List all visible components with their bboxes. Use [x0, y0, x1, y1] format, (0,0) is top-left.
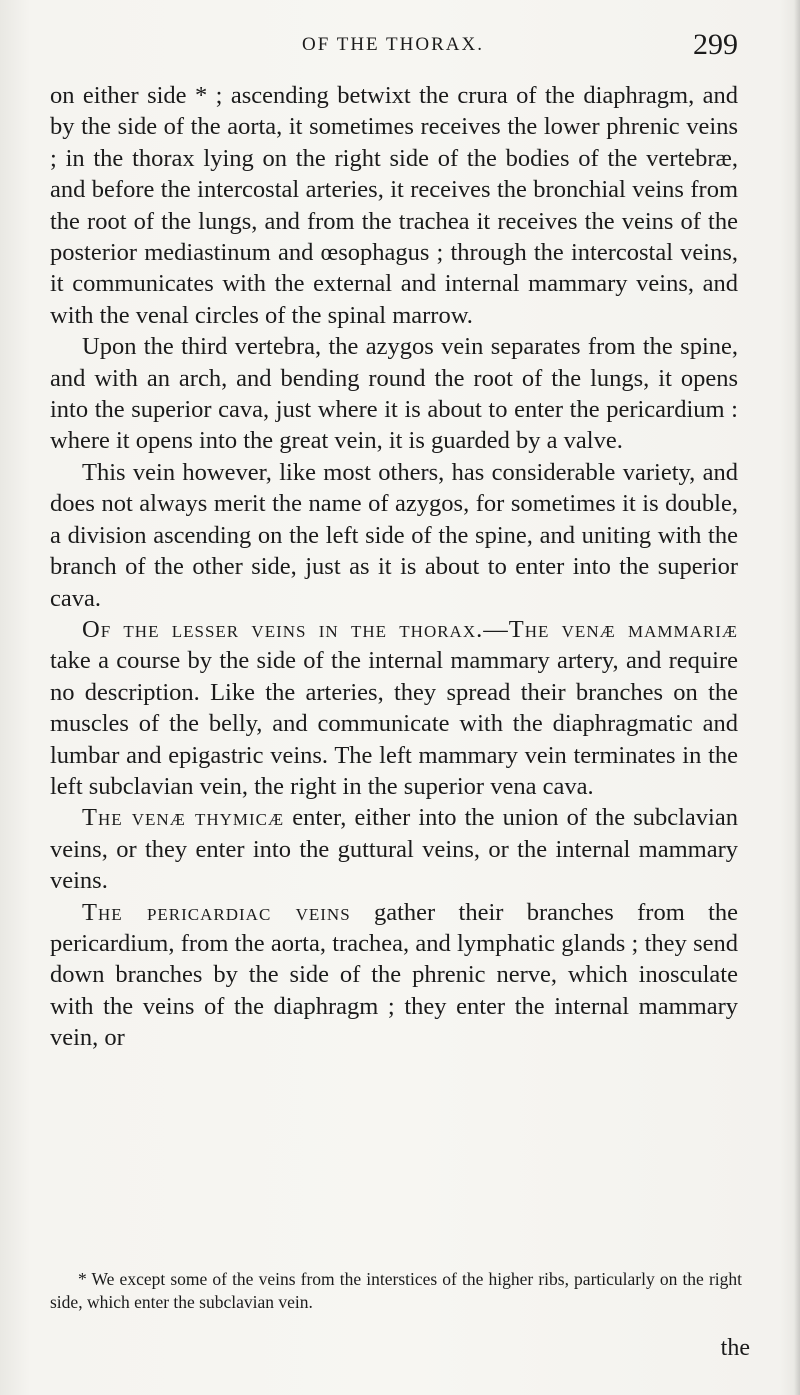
paragraph-pericardiac-veins — [50, 897, 738, 1054]
paragraph-lesser-veins — [50, 614, 738, 802]
term-venae-mammariae: —The venæ mammariæ — [483, 615, 738, 643]
paragraph-thymic-veins-text: enter, either into the union of the subclavian veins, or they enter into the guttural veins, or the internal mammary veins. — [50, 804, 738, 895]
paragraph-lesser-veins-text: take a course by the side of the internal mammary artery, and require no description. Like the arteries, they spread their branches on the muscles of the belly, and communicate with the diaphragmatic and lumbar and epigastric veins. The left mammary vein terminates in the left subclavian vein, the right in the superior vena cava. — [50, 647, 738, 800]
footnote — [50, 1268, 742, 1314]
paragraph-azygos-arch: Upon the third vertebra, the azygos vein separates from the spine, and with an arch, and bending round the root of the lungs, it opens into the superior cava, just where it is about to enter the pericardium : where it opens into the great vein, it is guarded by a valve. — [50, 333, 738, 455]
paragraph-thymic-veins — [50, 802, 738, 896]
paragraph-azygos-variety: This vein however, like most others, has considerable variety, and does not always merit the name of azygos, for sometimes it is double, a division ascending on the left side of the spine, and uniting with the branch of the other side, just as it is about to enter into the superior cava. — [50, 458, 738, 612]
section-heading-lesser-veins: Of the lesser veins in the thorax. — [82, 615, 484, 643]
page-edge-shadow — [794, 0, 800, 1395]
body-text — [50, 80, 738, 1054]
page-header — [48, 28, 738, 68]
paragraph-azygos-course: on either side * ; ascending betwixt the crura of the diaphragm, and by the side of the aorta, it sometimes receives the lower phrenic veins ; in the thorax lying on the right side of the bodies of the vertebræ, and before the intercostal arteries, it receives the bronchial veins from the root of the lungs, and from the trachea it receives the veins of the posterior mediastinum and œsophagus ; through the intercostal veins, it communicates with the external and internal mammary veins, and with the venal circles of the spinal marrow. — [50, 82, 738, 329]
term-pericardiac-veins: The pericardiac veins — [82, 898, 351, 926]
paragraph-pericardiac-veins-text: gather their branches from the pericardium, from the aorta, trachea, and lymphatic glands ; they send down branches by the side of the phrenic nerve, which inosculate with the veins of the diaphragm ; they enter the internal mammary vein, or — [50, 898, 739, 1052]
catchword: the — [720, 1335, 750, 1361]
term-venae-thymicae: The venæ thymicæ — [82, 804, 285, 832]
footnote-text: * We except some of the veins from the interstices of the higher ribs, particularly on the right side, which enter the subclavian vein. — [50, 1269, 742, 1312]
page-number: 299 — [693, 28, 738, 61]
running-head: OF THE THORAX. — [302, 34, 484, 55]
